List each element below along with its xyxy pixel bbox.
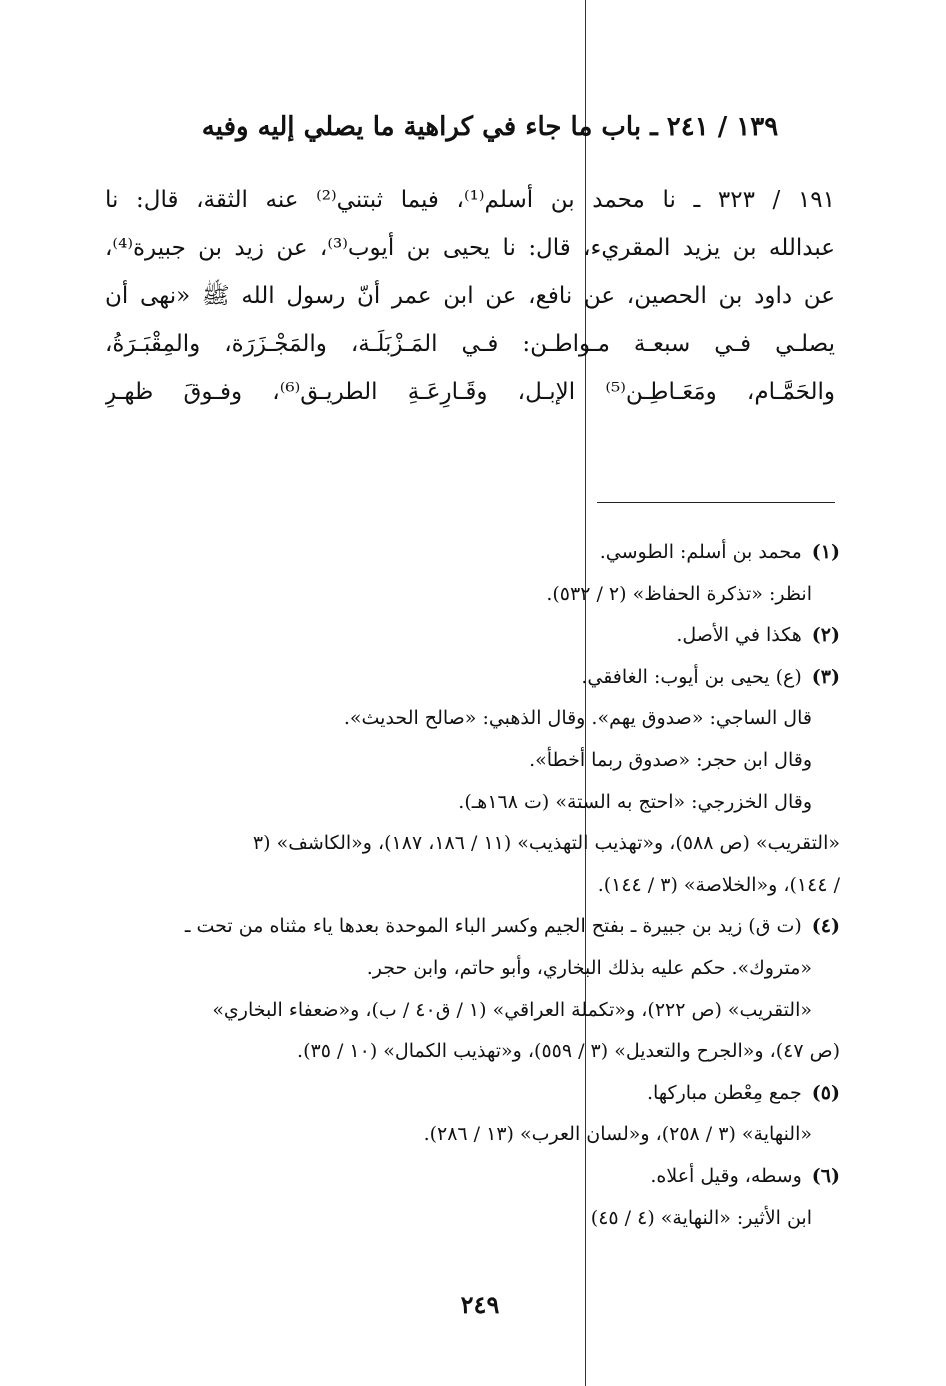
- footnote-number: (١): [811, 541, 840, 563]
- footnote-line: [105, 948, 840, 990]
- footnote-text: (ت ق) زيد بن جبيرة ـ بفتح الجيم وكسر الباء الموحدة بعدها ياء مثناه من تحت ـ: [184, 915, 802, 938]
- footnote-text: انظر: «تذكرة الحفاظ» (٢ / ٥٣٢).: [546, 582, 812, 605]
- footnote-line: [105, 1198, 840, 1240]
- footnote-line: [105, 615, 840, 657]
- footnote-line: [105, 823, 840, 865]
- footnote-line: [105, 1114, 840, 1156]
- footnote-line: [105, 865, 840, 907]
- main-text: [105, 176, 835, 416]
- footnote-number: (٢): [811, 624, 840, 647]
- footnote-line: [105, 990, 840, 1032]
- footnote-line: [105, 906, 840, 948]
- footnote-text: (ص ٤٧)، و«الجرح والتعديل» (٣ / ٥٥٩)، و«تهذيب الكمال» (١٠ / ٣٥).: [297, 1040, 840, 1063]
- footnote-text: / ١٤٤)، و«الخلاصة» (٣ / ١٤٤).: [597, 873, 840, 896]
- footnote-text: وسطه، وقيل أعلاه.: [650, 1164, 802, 1187]
- chapter-title: ١٣٩ / ٢٤١ ـ باب ما جاء في كراهية ما يصلي إليه وفيه: [201, 112, 779, 142]
- footnote-line: [105, 657, 840, 699]
- footnote-number: (٤): [811, 915, 840, 938]
- footnote-text: «التقريب» (ص ٥٨٨)، و«تهذيب التهذيب» (١١ / ١٨٦، ١٨٧)، و«الكاشف» (٣: [252, 832, 840, 855]
- footnote-line: [105, 1031, 840, 1073]
- main-text-line: عن داود بن الحصين، عن نافع، عن ابن عمر أنّ رسول الله ﷺ «نهى أن: [105, 283, 835, 309]
- main-text-line: والحَمَّـام، ومَعَـاطِـن⁽⁵⁾ الإبـل، وقَـارِعَـةِ الطريـق⁽⁶⁾، وفـوقَ ظهـرِ: [105, 379, 835, 405]
- footnote-text: وقال ابن حجر: «صدوق ربما أخطأ».: [529, 748, 812, 771]
- footnote-separator: [597, 502, 835, 503]
- footnote-text: «التقريب» (ص ٢٢٢)، و«تكملة العراقي» (١ / ق٤٠ / ب)، و«ضعفاء البخاري»: [212, 998, 812, 1021]
- footnote-text: جمع مِعْطن مباركها.: [646, 1081, 802, 1104]
- footnote-number: (٦): [811, 1164, 840, 1187]
- footnote-text: هكذا في الأصل.: [676, 624, 802, 647]
- footnote-text: «متروك». حكم عليه بذلك البخاري، وأبو حاتم، وابن حجر.: [366, 956, 812, 979]
- footnote-line: [105, 532, 840, 574]
- footnote-text: قال الساجي: «صدوق يهم». وقال الذهبي: «صالح الحديث».: [343, 707, 812, 730]
- footnote-line: [105, 698, 840, 740]
- footnote-number: (٣): [811, 665, 840, 688]
- footnote-line: [105, 782, 840, 824]
- main-text-line: يصلـي فـي سبعـة مـواطـن: فـي المَـزْبَلَـة، والمَجْـزَرَة، والمِقْبَـرَةُ،: [105, 331, 835, 357]
- footnote-text: ابن الأثير: «النهاية» (٤ / ٤٥): [590, 1206, 812, 1229]
- footnote-text: محمد بن أسلم: الطوسي.: [599, 541, 802, 563]
- footnote-line: [105, 1156, 840, 1198]
- page-number: ٢٤٩: [460, 1290, 500, 1319]
- footnote-line: [105, 574, 840, 616]
- main-text-line: عبدالله بن يزيد المقريء، قال: نا يحيى بن أيوب⁽³⁾، عن زيد بن جبيرة⁽⁴⁾،: [105, 235, 835, 261]
- footnotes: [105, 532, 840, 1239]
- footnote-line: [105, 1073, 840, 1115]
- footnote-text: (ع) يحيى بن أيوب: الغافقي.: [581, 665, 802, 688]
- footnote-text: «النهاية» (٣ / ٢٥٨)، و«لسان العرب» (١٣ / ٢٨٦).: [423, 1123, 812, 1146]
- main-text-line: ١٩١ / ٣٢٣ ـ نا محمد بن أسلم⁽¹⁾، فيما ثبتني⁽²⁾ عنه الثقة، قال: نا: [105, 187, 835, 213]
- footnote-line: [105, 740, 840, 782]
- footnote-number: (٥): [811, 1081, 840, 1104]
- footnote-text: وقال الخزرجي: «احتج به الستة» (ت ١٦٨هـ).: [458, 790, 812, 813]
